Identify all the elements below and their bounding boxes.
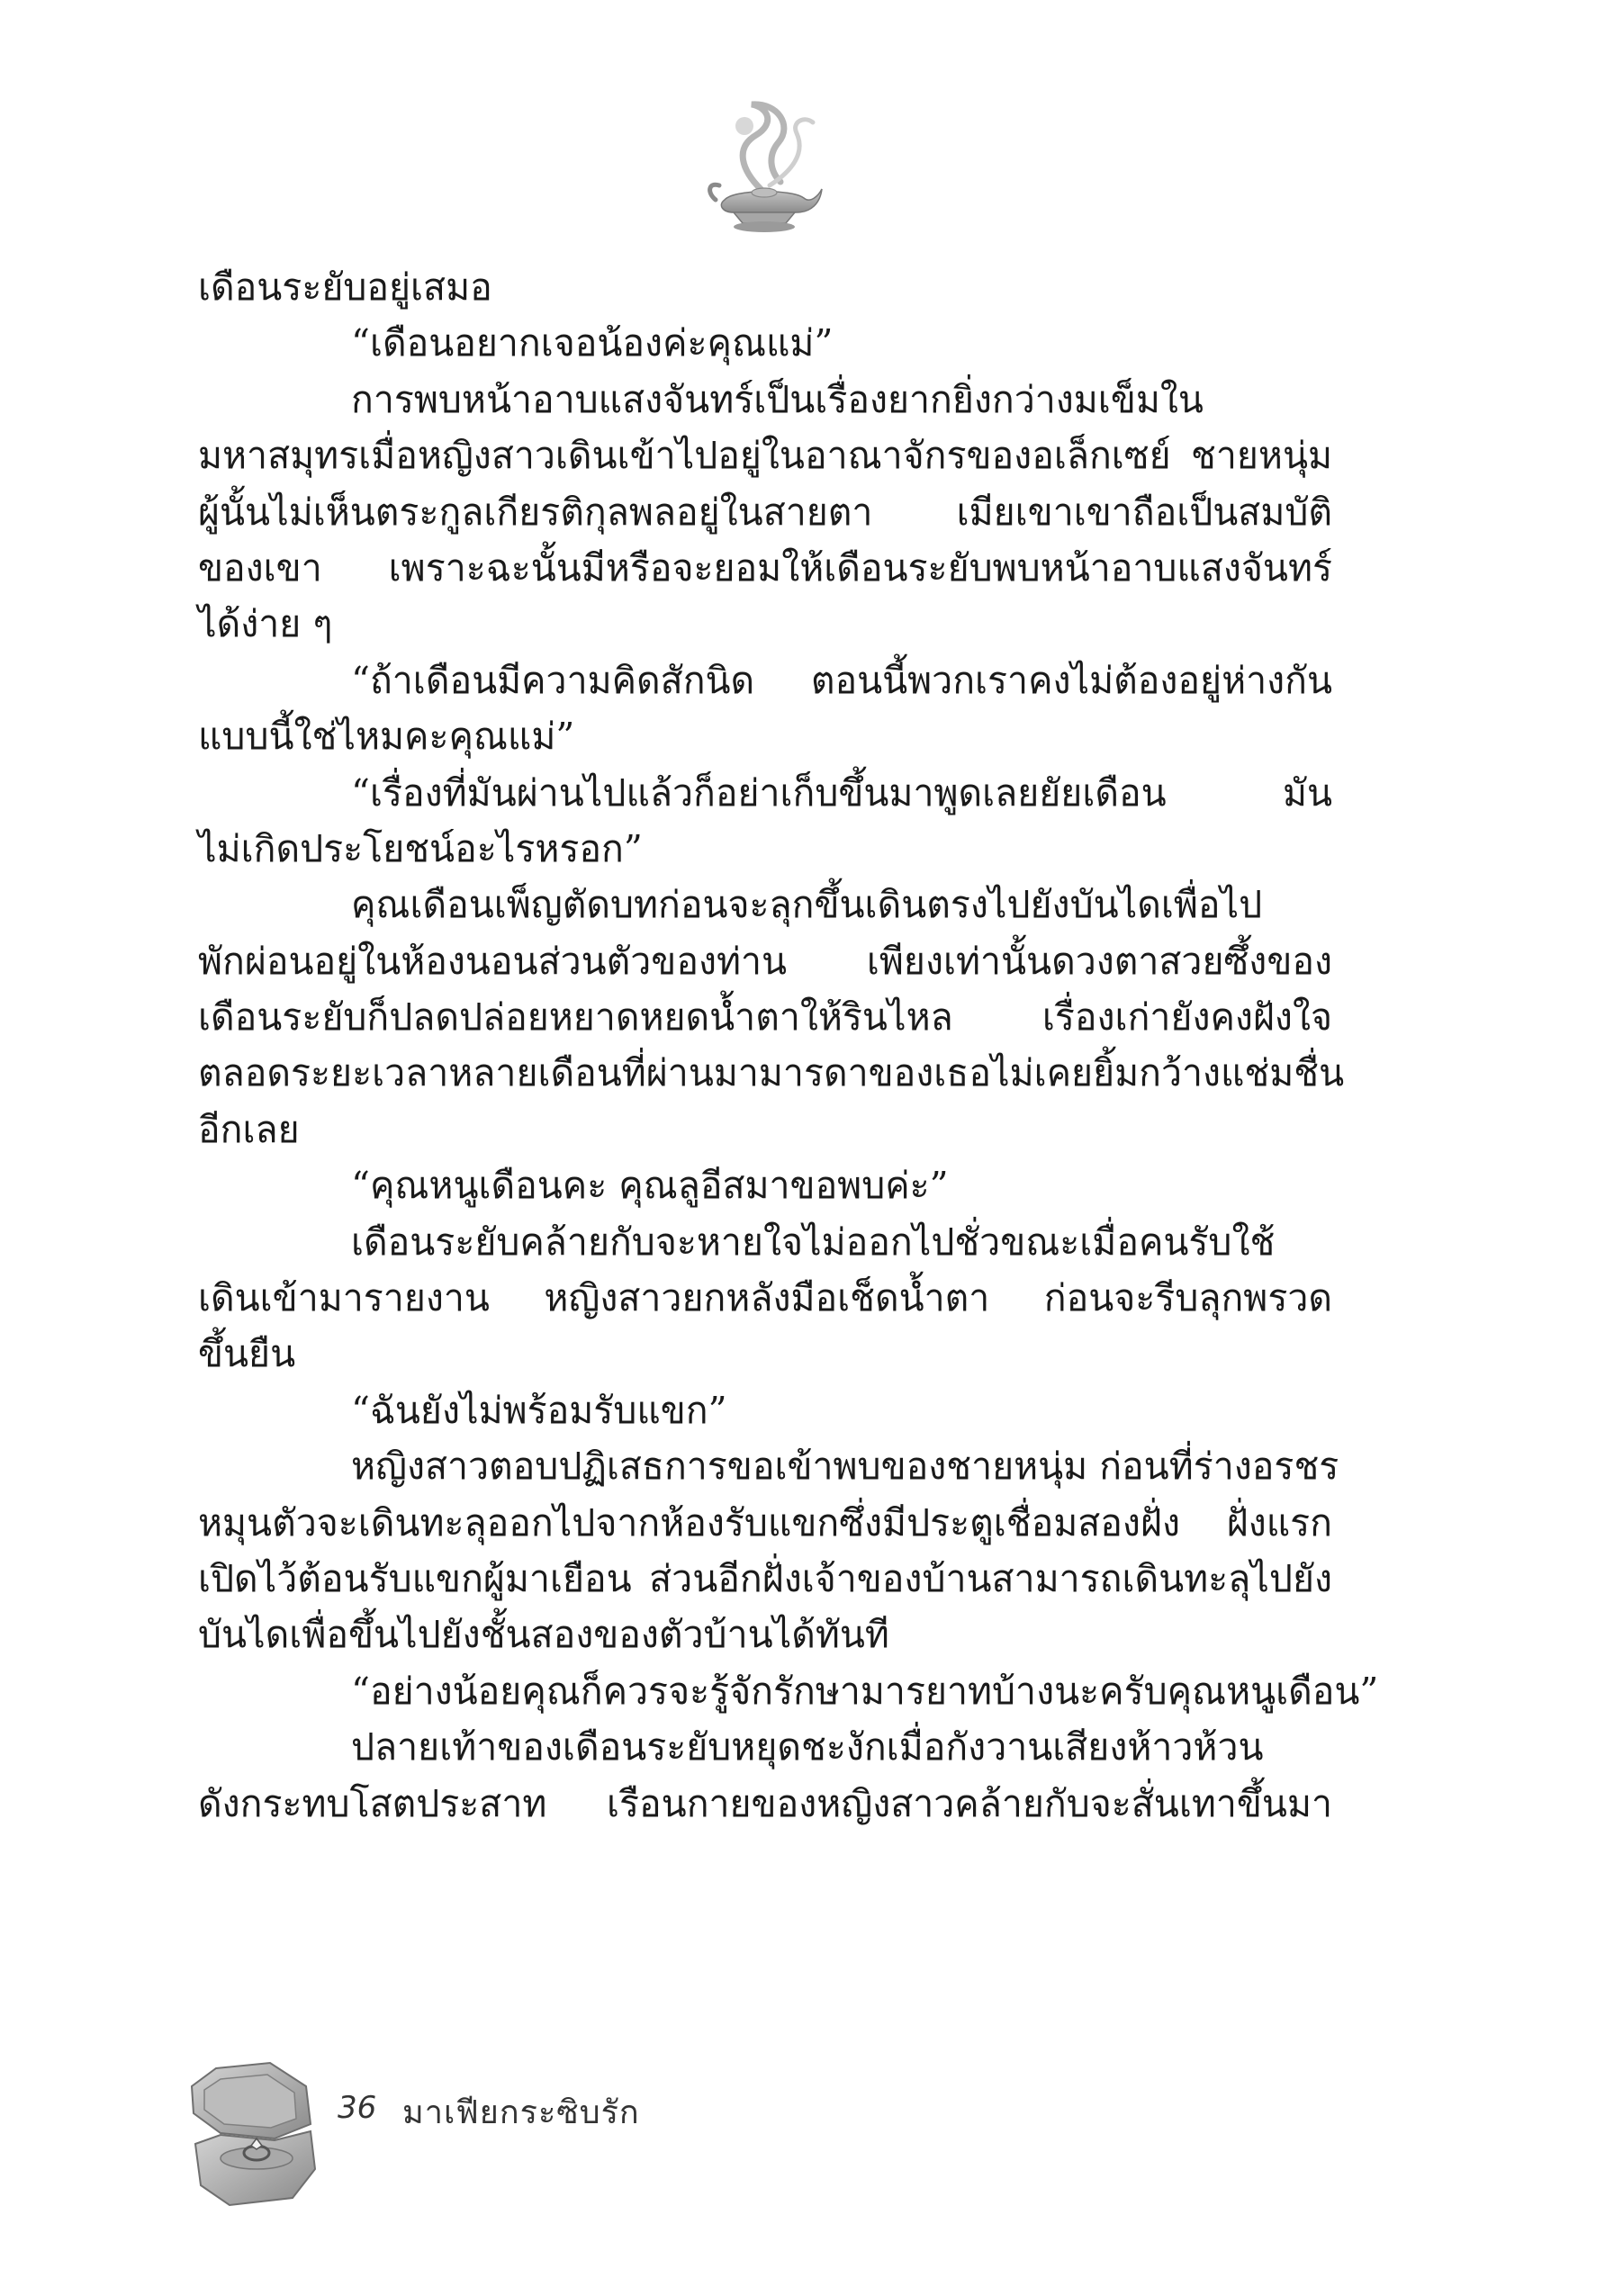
text-line: “อย่างน้อยคุณก็ควรจะรู้จักรักษามารยาทบ้างนะครับคุณหนูเดือน” <box>351 1669 1379 1713</box>
text-line: เดือนระยับคล้ายกับจะหายใจไม่ออกไปชั่วขณะเมื่อคนรับใช้ <box>351 1220 1276 1264</box>
text-line: หมุนตัวจะเดินทะลุออกไปจากห้องรับแขกซึ่งมีประตูเชื่อมสองฝั่ง ฝั่งแรก <box>198 1500 1332 1544</box>
text-line: แบบนี้ใช่ไหมคะคุณแม่” <box>198 715 575 759</box>
text-line: หญิงสาวตอบปฏิเสธการขอเข้าพบของชายหนุ่ม ก่อนที่ร่างอรชร <box>351 1445 1339 1489</box>
book-title: มาเฟียกระซิบรัก <box>402 2094 640 2131</box>
text-line: เปิดไว้ต้อนรับแขกผู้มาเยือน ส่วนอีกฝั่งเจ้าของบ้านสามารถเดินทะลุไปยัง <box>198 1556 1332 1600</box>
text-line: ตลอดระยะเวลาหลายเดือนที่ผ่านมามารดาของเธอไม่เคยยิ้มกว้างแช่มชื่น <box>198 1051 1345 1095</box>
text-line: ผู้นั้นไม่เห็นตระกูลเกียรติกุลพลอยู่ในสายตา เมียเขาเขาถือเป็นสมบัติ <box>198 490 1332 534</box>
text-line: “เดือนอยากเจอน้องค่ะคุณแม่” <box>351 321 834 365</box>
text-line: อีกเลย <box>198 1107 300 1151</box>
text-line: พักผ่อนอยู่ในห้องนอนส่วนตัวของท่าน เพียงเท่านั้นดวงตาสวยซึ้งของ <box>198 939 1332 983</box>
text-line: เดือนระยับอยู่เสมอ <box>198 266 492 309</box>
text-line: ขึ้นยืน <box>198 1332 296 1376</box>
text-line: ปลายเท้าของเดือนระยับหยุดชะงักเมื่อกังวานเสียงห้าวห้วน <box>351 1725 1264 1769</box>
text-line: เดือนระยับก็ปลดปล่อยหยาดหยดน้ำตาให้รินไหล เรื่องเก่ายังคงฝังใจ <box>198 995 1332 1040</box>
text-line: “คุณหนูเดือนคะ คุณลูอีสมาขอพบค่ะ” <box>351 1164 949 1208</box>
text-line: เดินเข้ามารายงาน หญิงสาวยกหลังมือเช็ดน้ำตา ก่อนจะรีบลุกพรวด <box>198 1276 1332 1320</box>
text-line: คุณเดือนเพ็ญตัดบทก่อนจะลุกขึ้นเดินตรงไปยังบันไดเพื่อไป <box>351 883 1263 927</box>
magic-lamp-icon <box>707 99 824 234</box>
text-line: “ฉันยังไม่พร้อมรับแขก” <box>351 1388 727 1432</box>
text-line: การพบหน้าอาบแสงจันทร์เป็นเรื่องยากยิ่งกว่างมเข็มใน <box>351 377 1204 421</box>
page-footer <box>185 2061 995 2223</box>
text-line: มหาสมุทรเมื่อหญิงสาวเดินเข้าไปอยู่ในอาณาจักรของอเล็กเซย์ ชายหนุ่ม <box>198 434 1332 478</box>
text-line: ของเขา เพราะฉะนั้นมีหรือจะยอมให้เดือนระยับพบหน้าอาบแสงจันทร์ <box>198 545 1332 590</box>
text-line: “เรื่องที่มันผ่านไปแล้วก็อย่าเก็บขึ้นมาพูดเลยยัยเดือน มัน <box>351 770 1332 815</box>
ring-box-icon <box>185 2061 320 2214</box>
page-number: 36 <box>338 2090 377 2126</box>
text-line: ดังกระทบโสตประสาท เรือนกายของหญิงสาวคล้ายกับจะสั่นเทาขึ้นมา <box>198 1781 1332 1825</box>
text-line: ไม่เกิดประโยชน์อะไรหรอก” <box>198 826 643 870</box>
text-line: “ถ้าเดือนมีความคิดสักนิด ตอนนี้พวกเราคงไม่ต้องอยู่ห่างกัน <box>351 658 1332 702</box>
text-line: บันไดเพื่อขึ้นไปยังชั้นสองของตัวบ้านได้ทันที <box>198 1613 889 1657</box>
body-text <box>198 259 1379 1832</box>
text-line: ได้ง่าย ๆ <box>198 602 333 646</box>
